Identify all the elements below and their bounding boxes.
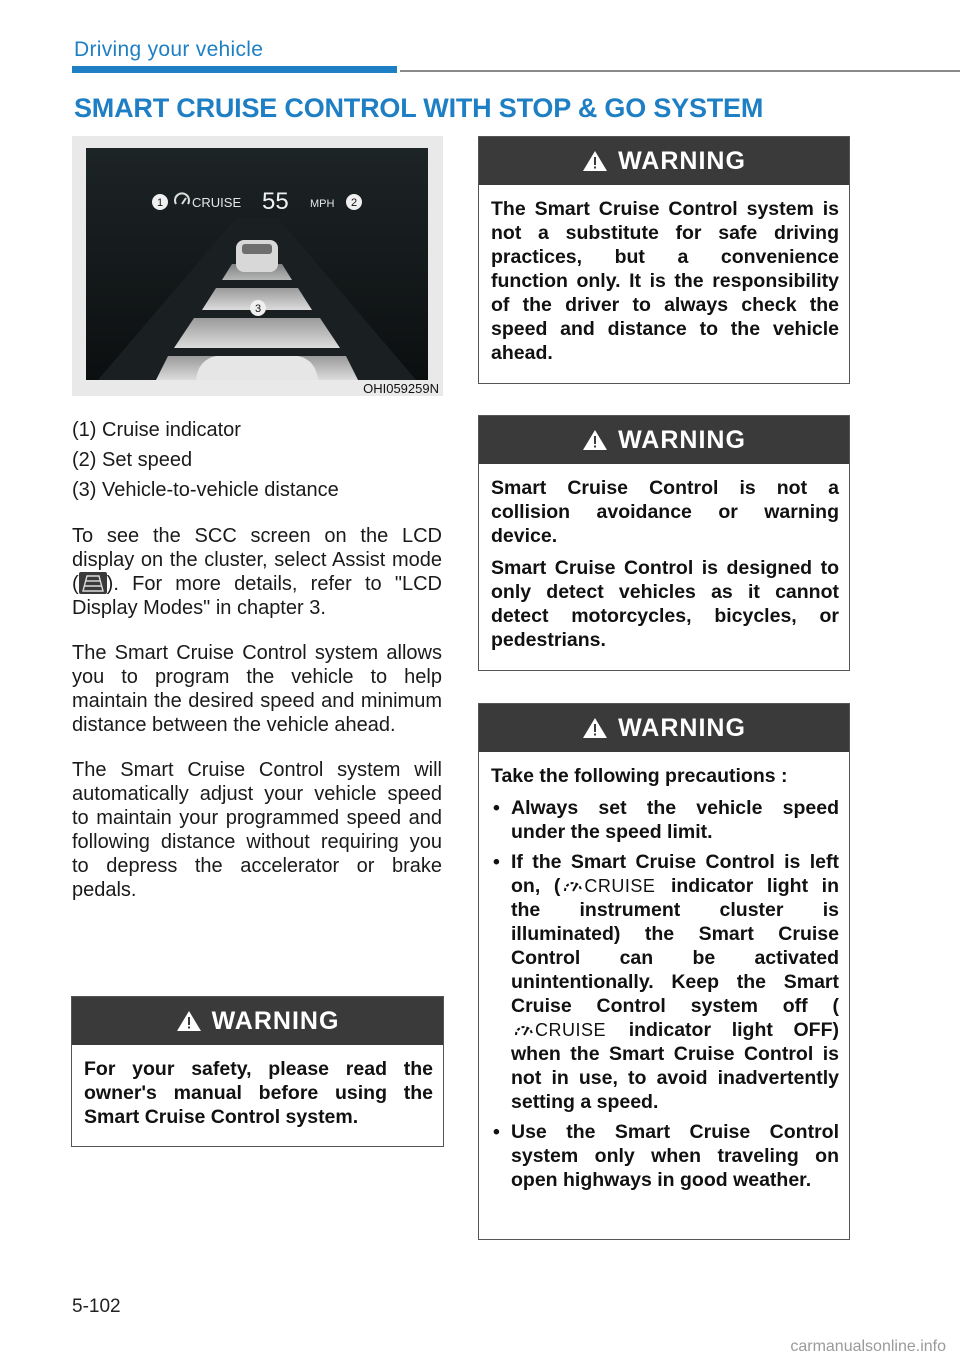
paragraph-lcd-a: To see the SCC screen on the LCD display on the cluster, select Assist mode ( [72, 525, 442, 595]
warning-header [479, 416, 849, 464]
precautions-list [491, 796, 839, 1192]
warning-box-collision [478, 415, 850, 671]
warning-header [479, 137, 849, 185]
precautions-intro: Take the following precautions : [491, 765, 788, 787]
paragraph-lcd-b: ). For more details, refer to "LCD Display Modes" in chapter 3. [72, 573, 442, 619]
caption-2: (2) Set speed [72, 449, 193, 471]
list-item [491, 850, 839, 1114]
cruise-indicator-icon [562, 874, 655, 898]
cruise-indicator-icon [513, 1018, 606, 1042]
paragraph-adjust: The Smart Cruise Control system will automatically adjust your vehicle speed to maintain your programmed speed and following distance without requiring you to depress the accelerator or brake pedals. [72, 759, 442, 901]
set-speed: 55 [262, 188, 289, 215]
cruise-label: CRUISE [584, 876, 656, 896]
warning-label: WARNING [618, 425, 746, 454]
warning-triangle-icon [582, 716, 608, 740]
speed-unit: MPH [310, 198, 335, 210]
cluster-figure [72, 136, 443, 396]
warning-text: Smart Cruise Control is designed to only detect vehicles as it cannot detect motorcycles, bicycles, or pedestrians. [491, 557, 839, 651]
list-item-text: If the Smart Cruise Control is left on, ( [511, 851, 839, 897]
caption-3: (3) Vehicle-to-vehicle distance [72, 479, 339, 501]
paragraph-program: The Smart Cruise Control system allows you to program the vehicle to help maintain the desired speed and minimum distance between the vehicle ahead. [72, 642, 442, 736]
cruise-label: CRUISE [192, 195, 242, 210]
list-item-text: indicator light OFF) when the Smart Cruise Control is not in use, to avoid inadvertently setting a speed. [511, 1019, 839, 1113]
warning-label: WARNING [211, 1006, 340, 1035]
warning-text: The Smart Cruise Control system is not a substitute for safe driving practices, but a convenience function only. It is the responsibility of the driver to always check the speed and distance to the vehicle ahead. [491, 198, 839, 364]
warning-label: WARNING [618, 146, 746, 175]
watermark: carmanualsonline.info [790, 1338, 946, 1355]
warning-box-manual [71, 996, 444, 1147]
list-item-text: indicator light in the instrument cluster is illuminated) the Smart Cruise Control can be activated unintentionally. Keep the Smart Cruise Control system off ( [511, 875, 839, 1017]
header-rule [400, 70, 960, 72]
marker-2-label: 2 [350, 197, 358, 209]
marker-3-label: 3 [254, 303, 262, 315]
caption-1: (1) Cruise indicator [72, 419, 241, 441]
page-title: SMART CRUISE CONTROL WITH STOP & GO SYSTEM [74, 93, 764, 123]
warning-label: WARNING [618, 713, 746, 742]
cruise-label: CRUISE [535, 1020, 607, 1040]
warning-text: For your safety, please read the owner's manual before using the Smart Cruise Control system. [84, 1058, 433, 1128]
section-title: Driving your vehicle [74, 38, 264, 61]
list-item: • Always set the vehicle speed under the speed limit. [491, 796, 839, 844]
warning-triangle-icon [582, 428, 608, 452]
warning-triangle-icon [176, 1009, 202, 1033]
assist-mode-icon [79, 572, 107, 594]
cluster-display-illustration [86, 148, 428, 380]
warning-box-substitute [478, 136, 850, 384]
warning-header [479, 704, 849, 752]
warning-box-precautions [478, 703, 850, 1240]
warning-header [72, 997, 443, 1045]
page-number: 5-102 [72, 1296, 121, 1317]
paragraph-lcd [72, 524, 442, 620]
marker-1-label: 1 [156, 197, 164, 209]
figure-code: OHI059259N [363, 381, 439, 396]
warning-text: Smart Cruise Control is not a collision avoidance or warning device. [491, 477, 839, 547]
list-item: • Use the Smart Cruise Control system only when traveling on open highways in good weather. [491, 1120, 839, 1192]
left-column [72, 418, 442, 902]
header-bar [72, 66, 397, 73]
warning-triangle-icon [582, 149, 608, 173]
